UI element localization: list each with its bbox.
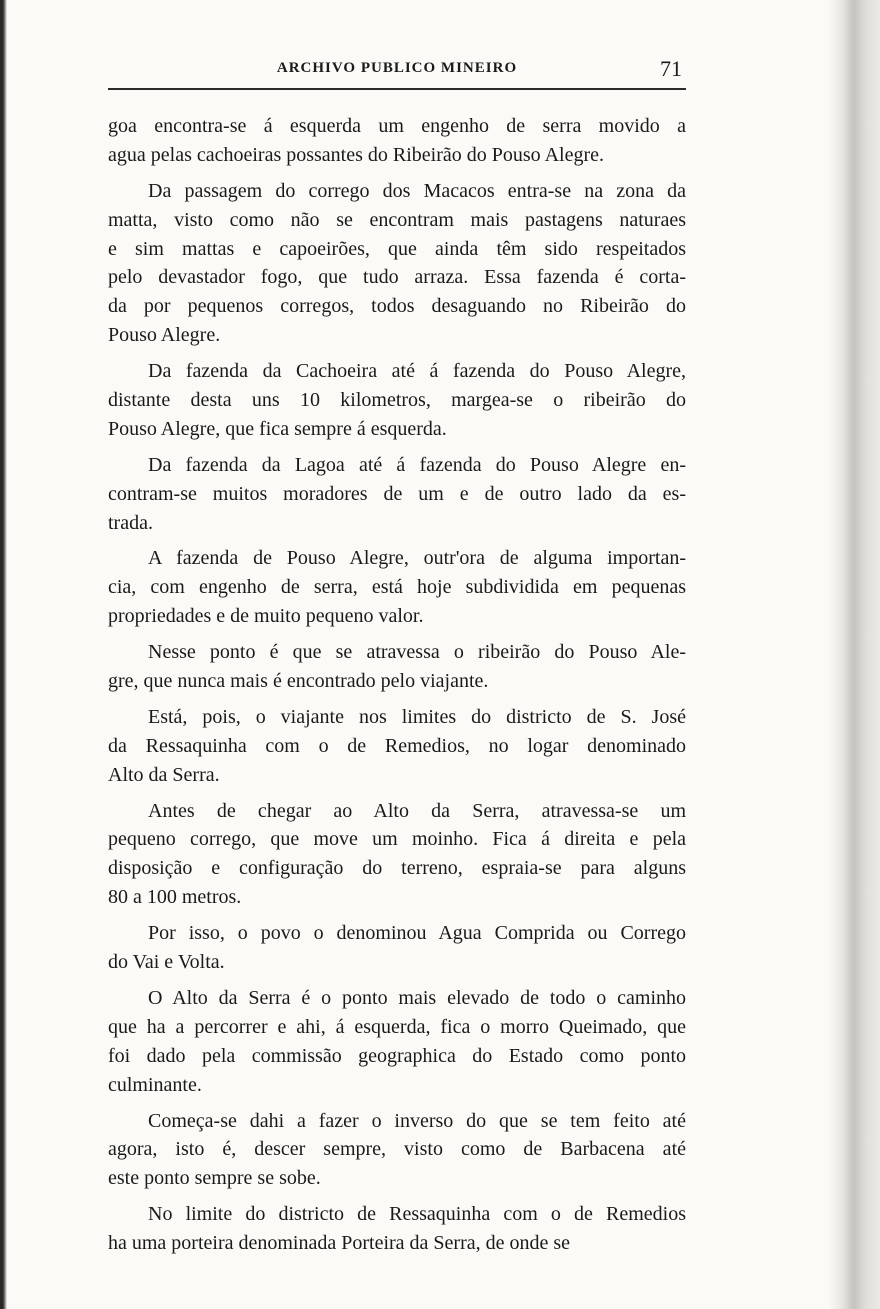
text-line: Pouso Alegre, que fica sempre á esquerda. [108,417,447,440]
paragraph [108,112,686,170]
text-line: goa encontra-se á esquerda um engenho de serra movido a [108,115,686,137]
paragraph-gap [108,1193,686,1200]
text-line: Está, pois, o viajante nos limites do districto de S. José [148,705,686,728]
text-line: agua pelas cachoeiras possantes do Ribeirão do Pouso Alegre. [108,143,604,166]
text-line: da por pequenos corregos, todos desaguando no Ribeirão do [108,295,686,318]
text-line: A fazenda de Pouso Alegre, outr'ora de alguma importan- [148,547,686,570]
paragraph [108,703,686,790]
text-line: Da fazenda da Cachoeira até á fazenda do Pouso Alegre, [148,360,686,383]
text-line: Alto da Serra. [108,763,220,786]
paragraph-gap [108,977,686,984]
text-line: da Ressaquinha com o de Remedios, no logar denominado [108,734,686,757]
paragraph-gap [108,790,686,797]
text-line: cia, com engenho de serra, está hoje subdividida em pequenas [108,576,686,599]
text-line: Começa-se dahi a fazer o inverso do que se tem feito até [148,1109,686,1132]
text-line: pelo devastador fogo, que tudo arraza. Essa fazenda é corta- [108,266,686,289]
paragraph-gap [108,631,686,638]
text-line: Da passagem do corrego dos Macacos entra-se na zona da [148,179,686,202]
text-line: gre, que nunca mais é encontrado pelo viajante. [108,670,489,693]
text-line: ha uma porteira denominada Porteira da Serra, de onde se [108,1232,571,1255]
header-rule [108,88,686,93]
page-header [108,56,686,86]
paragraph [108,357,686,444]
paragraph [108,1107,686,1194]
paragraph-gap [108,537,686,544]
text-line: e sim mattas e capoeirões, que ainda têm sido respeitados [108,237,686,260]
paragraph [108,797,686,913]
text-line: matta, visto como não se encontram mais pastagens naturaes [108,208,686,231]
text-line: foi dado pela commissão geographica do Estado como ponto [108,1044,686,1067]
paragraph [108,1200,686,1258]
paragraph [108,451,686,538]
paragraph-gap [108,912,686,919]
paragraph [108,984,686,1100]
text-line: distante desta uns 10 kilometros, margea-se o ribeirão do [108,389,686,412]
paragraph [108,177,686,350]
text-line: trada. [108,511,153,534]
text-line: Por isso, o povo o denominou Agua Comprida ou Corrego [148,922,686,945]
text-line: agora, isto é, descer sempre, visto como de Barbacena até [108,1138,686,1161]
page-binding-edge [0,0,7,1309]
page-number: 71 [660,56,682,81]
text-line: Nesse ponto é que se atravessa o ribeirão do Pouso Ale- [148,641,686,664]
paragraph-gap [108,350,686,357]
text-line: do Vai e Volta. [108,951,225,974]
text-line: 80 a 100 metros. [108,886,242,909]
text-line: propriedades e de muito pequeno valor. [108,605,424,628]
paragraph-gap [108,696,686,703]
paragraph [108,544,686,631]
text-line: Antes de chegar ao Alto da Serra, atravessa-se um [148,799,686,822]
paragraph [108,638,686,696]
paragraph [108,919,686,977]
running-title: ARCHIVO PUBLICO MINEIRO [276,60,518,76]
text-line: este ponto sempre se sobe. [108,1167,321,1190]
text-line: culminante. [108,1073,202,1096]
text-line: pequeno corrego, que move um moinho. Fica á direita e pela [108,828,686,851]
text-line: Da fazenda da Lagoa até á fazenda do Pouso Alegre en- [148,453,686,476]
paragraph-gap [108,1100,686,1107]
text-line: que ha a percorrer e ahi, á esquerda, fica o morro Queimado, que [108,1015,686,1038]
paragraph-gap [108,170,686,177]
body-text [108,112,686,1258]
page-scan-edge [828,0,880,1309]
text-line: disposição e configuração do terreno, espraia-se para alguns [108,857,686,880]
text-line: No limite do districto de Ressaquinha com o de Remedios [148,1203,686,1226]
text-line: Pouso Alegre. [108,324,221,347]
text-line: contram-se muitos moradores de um e de outro lado da es- [108,482,686,505]
paragraph-gap [108,444,686,451]
text-line: O Alto da Serra é o ponto mais elevado de todo o caminho [148,986,686,1009]
